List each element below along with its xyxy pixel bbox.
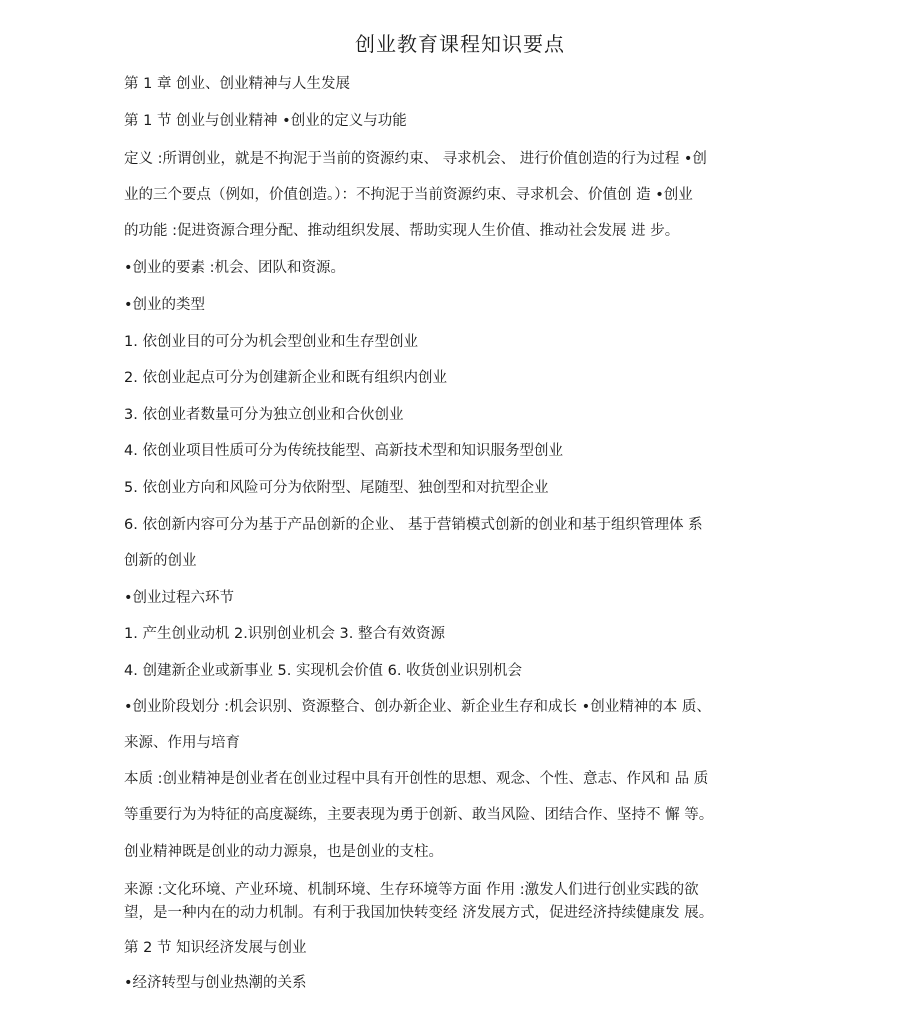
text-line: 4. 创建新企业或新事业 5. 实现机会价值 6. 收货创业识别机会: [124, 663, 523, 679]
text-line: 第 1 章 创业、创业精神与人生发展: [124, 76, 351, 92]
text-line: 来源、作用与培育: [124, 735, 240, 751]
text-line: 等重要行为为特征的高度凝练，主要表现为勇于创新、敢当风险、团结合作、坚持不 懈 等。: [124, 807, 714, 823]
text-line: 第 2 节 知识经济发展与创业: [124, 940, 307, 956]
text-line: 业的三个要点（例如，价值创造。）：不拘泥于当前资源约束、寻求机会、价值创 造 •创业: [124, 187, 693, 203]
text-line: 5. 依创业方向和风险可分为依附型、尾随型、独创型和对抗型企业: [124, 480, 549, 496]
text-line: •创业的类型: [124, 297, 206, 313]
text-line: 本质 :创业精神是创业者在创业过程中具有开创性的思想、观念、个性、意志、作风和 品 质: [124, 771, 709, 787]
text-line: 的功能 :促进资源合理分配、推动组织发展、帮助实现人生价值、推动社会发展 进 步。: [124, 223, 680, 239]
document-title: 创业教育课程知识要点: [355, 32, 565, 56]
text-line: 第 1 节 创业与创业精神 •创业的定义与功能: [124, 113, 407, 129]
text-line: 2. 依创业起点可分为创建新企业和既有组织内创业: [124, 370, 447, 386]
text-line: 来源 :文化环境、产业环境、机制环境、生存环境等方面 作用 :激发人们进行创业实践的欲: [124, 882, 699, 898]
text-line: •经济转型与创业热潮的关系: [124, 975, 307, 991]
text-line: 1. 产生创业动机 2.识别创业机会 3. 整合有效资源: [124, 626, 445, 642]
text-line: •创业的要素 :机会、团队和资源。: [124, 260, 346, 276]
text-line: •创业过程六环节: [124, 590, 235, 606]
text-line: 3. 依创业者数量可分为独立创业和合伙创业: [124, 407, 404, 423]
text-line: 4. 依创业项目性质可分为传统技能型、高新技术型和知识服务型创业: [124, 443, 563, 459]
text-line: 望，是一种内在的动力机制。有利于我国加快转变经 济发展方式，促进经济持续健康发 展。: [124, 905, 714, 921]
text-line: •创业阶段划分 :机会识别、资源整合、创办新企业、新企业生存和成长 •创业精神的本 质、: [124, 699, 711, 715]
text-line: 6. 依创新内容可分为基于产品创新的企业、 基于营销模式创新的创业和基于组织管理体 系: [124, 517, 703, 533]
text-line: 1. 依创业目的可分为机会型创业和生存型创业: [124, 334, 418, 350]
text-line: 创业精神既是创业的动力源泉，也是创业的支柱。: [124, 844, 443, 860]
text-line: 定义 :所谓创业，就是不拘泥于当前的资源约束、 寻求机会、 进行价值创造的行为过程 •创: [124, 151, 707, 167]
text-line: 创新的创业: [124, 553, 197, 569]
